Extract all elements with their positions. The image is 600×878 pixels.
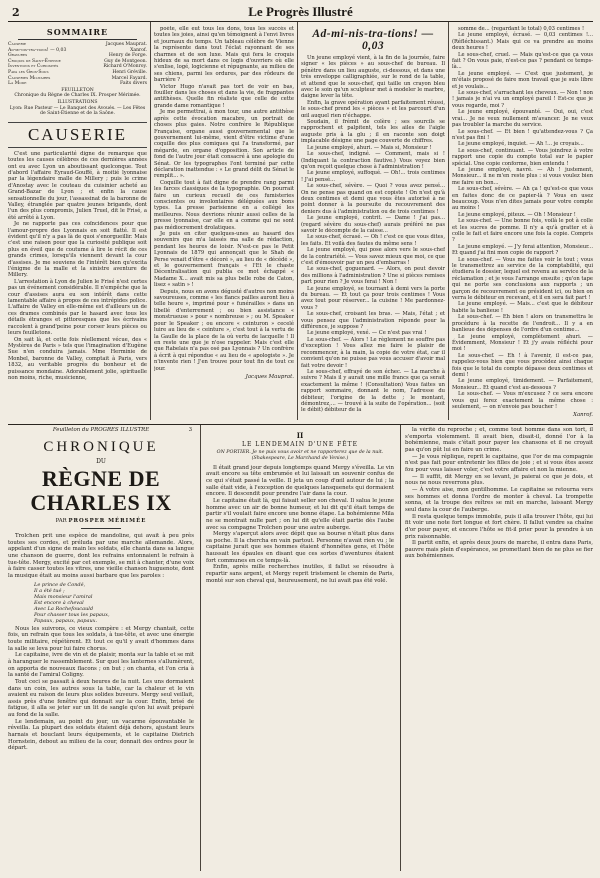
article-paragraph: Le jeune employé, épouvanté. — Oui, oui, c'est vrai... Je ne veux nullement m'avancer. Je ne veux pas troubler la marche du service. [452,109,593,129]
article-paragraph: Le jeune employé, navré. — Ah ! justement, Monsieur... il ne m'en reste plus : si vous voulez bien me faire un bon... [452,166,593,186]
newspaper-page [8,4,593,874]
song-verse: Le prince de Condé, Il a été tué ; Mais monsieur l'amiral Est encore à cheval Avec La Rochefoucauld Pour chasser tous les papaux, Papaux, papaux, papaux. [34,581,110,624]
article-paragraph: Le jeune employé. — C'est que justement, je m'étais proposé de faire mon travail que je suis libre et je voulais... [452,70,593,90]
article-paragraph: Le sous-chef, goguenard. — Alors, on peut devoir des millions à l'administration ? Une si pièces remises part pour rien ? Je vous ferai ! Non ! [301,266,445,286]
feuilleton-column-1 [8,427,194,875]
story-paragraph: — Il suffit, dit Mergy en se levant, je paierai ce que je dois, et nous ne nous reverrons plus. [405,473,593,487]
story-paragraph: Tout ceci se passait à deux heures de la nuit. Les uns dormaient dans un coin, les autres sous la table, car la chaleur et le vin avaient eu raison de leurs plus solides buveurs. Mergy seul veillait, assis près d'une fenêtre qui donnait sur la cour. Enfin, brisé de fatigue, il alla se jeter sur un lit de sangle qu'on lui avait préparé au fond de la salle. [8,678,194,719]
article-paragraph: Le sous-chef. — Eh bien ! alors on transmettra le procédure à la recette de l'endroit... Il y a en banlieue des dépenses de l'ordre d'un centime... [452,314,593,334]
article-paragraph: Le jeune employé. — J'y ferai attention, Monsieur... Et quand j'ai fini mon copie de rapport ? [452,243,593,257]
article-paragraph: Le sous-chef, indigné. — Comment, mais si ! (Indiquant la contraction fautive.) Vous voyez bien qu'on reçoit quelque chose à l'administration ! [301,151,445,170]
article-paragraph: Le jeune employé, qui pose alors vers le sous-chef de la contrariété. — Vous savez mieux que moi, ce que c'est d'émouvoir par un peu d'embarras ! [301,247,445,266]
feuilleton-rule [400,425,401,871]
article-paragraph: Le jeune employé, complètement ahuri. — Évidemment, Monsieur ! Et j'y avais réfléchi pour moi ! [452,333,593,353]
article-paragraph: Le jeune employé, inquiet. — Ah !... je croyais... [458,141,584,148]
story-paragraph: — Je vous réplique, reprit le capitaine, que l'or de ma compagnie n'est pas fait pour entretenir les filles de joie ; et si vous êtes assez fou pour vous laisser voler, c'est votre affaire et non la mienne. [405,453,593,473]
article-paragraph: Le jeune employé, ahuri. — Mais si, Monsieur ! [307,144,432,151]
sommaire-row: Inventions et Curiosités Richard O'Monroy. [8,64,147,70]
article-paragraph: Le jeune employé, timidement. — Parfaitement, Monsieur... Et quand c'est au-dessous ? [452,378,593,391]
article-paragraph: On sait là, et cette fois réellement vécue, des « Mystères de Paris » tels que l'imagination d'Eugène Sue n'en conduira jamais. Mme Herminie de Monbel, baronne de Valley, comptait à Paris, vers 1832, au veritable progrès du bonheur et de puissance mondaine. Adorablement jolie, spirituelle non moins, riche, musicienne, [8,336,147,381]
article-paragraph: Coquille tout à fait digne de prendre rang parmi les farces classiques de la typographie. On pourrait faire un curieux recueil de ces fumisteries conscientes ou involontaires déléguées aux bons types. La presse parisienne en a collégé les meilleures. Nous devrions réunir aussi celles de la presse lyonnaise, car elle en a comme qui ne sont pas médiocrement drolatiques. [154,179,294,231]
feuilleton-column-3 [405,427,593,875]
feuilleton-section [8,427,593,877]
feuilleton-separator [8,424,593,425]
article-paragraph: Le jeune employé, piteux. — Oh ! Monsieur ! [458,211,576,218]
feuilleton-label: FEUILLETON [61,87,94,93]
feuilleton-rule [200,425,201,871]
column-2 [154,26,294,421]
story-paragraph: Le capitaine, ivre de vin et de plaisir, monta sur la table et se mit à haranguer le rassemblement. Sur quoi les lanternes s'allumèrent, on apporta de nouveaux flacons ; on but ; on chanta, et l'on cria à la santé de l'amiral Coligny. [8,652,194,679]
article-headline: Ad-mi-nis-tra-tions! — 0,03 [312,28,434,52]
article-paragraph: Le jeune employé, suffoqué. — Oh!... trois centimes ! J'ai pensé... [301,170,445,183]
story-paragraph: Mergy s'aperçut alors avec dépit que sa bourse n'était plus dans sa poche. Il la chercha en vain partout. Personne n'avait rien vu ; le capitaine jurait que ses hommes étaient d'honnêtes gens, et l'hôte haussait les épaules en disant que ces sortes d'aventures étaient fort communes en ce temps-là. [206,531,394,564]
story-paragraph: Il était grand jour depuis longtemps quand Mergy s'éveilla. Le vin avait encore sa tête embrumée et lui laissait un souvenir confus de ce qui s'était passé la veille. Il jeta un coup d'œil autour de lui ; la salle était vide, à l'exception de quelques lansquenets qui dormaient encore. Il descendit pour prendre l'air dans la cour. [206,464,394,498]
feuilleton-summary: Chronique du Règne de Charles IX. Prosper Mérimée. [14,93,141,99]
story-paragraph: la vérité du reproche ; et, comme tout homme dans son tort, il s'emporta violemment. Il avait bien, disait-il, donné l'or à la bohémienne, mais c'était pour payer les chansons et il ne croyait pas qu'on pût lui en faire un crime. [405,427,593,453]
article-paragraph: Le sous-chef, sévère. — Quoi ? vous avez pensé... On ne pense pas quand on est copiste ! On n'est qu'à deux centimes et demi que vous êtes autorisé à ne point donner à la poursuite du recouvrement des deniers dus à l'administration ou de trois centimes ! [301,183,445,215]
article-paragraph: Le jeune employé, se tournant à demi vers la porte du bureau. — Et tout ça pour trois centimes ! Vous avez tout pour réserver... la cuisine ! Me pardonnez-vous ? [301,285,445,311]
article-paragraph: Depuis, nous en avons dégusté d'autres non moins savoureuses, comme « les flancs pailles auront lieu à telle heure », imprimé pour « funérailles » dans un libellé d'enterrement ; ou bien assistance « monstrueuse » pour « nombreuse » ; ou M. Speaker pour le Speaker ; ou encore « ceinturon » cecelé luire au lieu de « ceinture », c'est tout à la vertu de la Gaulle de la place de la où vertu de lacquelle ! Il en reste une que je n'ose rappeler. Mais c'est elle que Rabelais n'a pas osé pas Lyonnais ? Un confrère à écrit à qui répondue « au lieu de « apologiste ». Je n'invente rien ! J'en trouve pour tout fin de tout ce jour. [154,288,294,372]
sommaire-row: Causeries Militaires Marcel Fayard. [8,75,147,81]
regne-title: RÈGNE DE CHARLES IX [30,466,172,515]
sommaire-row: Croquis de Saint-Étienne Guy de Montgeon. [8,58,147,64]
story-paragraph: Le lendemain, au point du jour, un vacarme épouvantable le réveilla. La plupart des soldats étaient déjà dehors, ajustant leurs harnais et bouclant leurs équipements, et le capitaine Dietrich Hornstein, debout au milieu de la cour, donnait des ordres pour le départ. [8,718,194,752]
sommaire-row: La Mode Faits divers [8,81,147,87]
article-paragraph: Le sous-chef. — Une bonne fois, voilà le pot à colle et les sucres de pomme. Il n'y a qu'à gratter et à colle le fait et faire encore une fois la copie. Compris ? [452,218,593,244]
article-paragraph: Je ne rapporte pas ces coïncidences pour que l'amour-propre des Lyonnais en soit flatté. Il est évident qu'il n'y a pas là de quoi s'enorgueillir. Mais c'est une raison pour que la curiosité publique soit plus en éveil que de coutume à lire le récit de ces grands crimes, lorsqu'ils viennent devant la cour d'assises. Je me souviens de l'intérêt bien qu'excita l'énigme de la malle et la sinistre aventure de Millery. [8,221,147,279]
column-4 [452,26,593,421]
sommaire-row: Papa les Gros-Sous Henri Gréville. [8,69,147,75]
author-name: PROSPER MÉRIMÉE [68,518,147,524]
story-paragraph: — À votre aise, mon gentilhomme. Le capitaine se retourna vers ses hommes et donna l'ordre de monter à cheval. La trompette sonna, et la troupe des reîtres se mit en marche, laissant Mergy seul dans la cour de l'auberge. [405,486,593,513]
sommaire-table [8,42,147,117]
causerie-signature: Jacques Mauprat. [245,373,294,380]
article-paragraph: poète, elle eut tous les dons, tous les succès et toutes les joies, ainsi qu'en témoignent à l'envi livres et journaux du temps. Un tableau célèbre de Vienne la représente dans tout l'éclat rayonnant de ses charmes et de son luxe. Mais qui fera le croquis hideux de sa mort dans ce logis d'ouvriers où elle s'enlise, logé, logicienne et répugnante, au milieu de ses chiens, parmi les ordures, par des rôdeurs de barrière ? [154,26,294,84]
page-header [8,4,593,22]
article-paragraph: Le sous-chef, continuant. — Vous joindrez à votre rapport une copie du compte total sur le papier spécial. Une copie conforme, bien entendu ! [452,147,593,167]
chapter-number: II [296,431,304,440]
article-paragraph: Le sous-chef. — Et bien ! qu'attendez-vous ? Ça n'est pas fini ! [452,128,593,141]
article-paragraph: Je puis en citer quelques-unes au hasard des souvenirs que m'a laissés ma salle de rédaction, pendant les heures de loisir. N'est-ce pas le Petit Lyonnais de 1879 qui annonçait que le Shah de Perse venait d'être « décoré », au lieu de « décédé », et le gouvernement français « l'Et le chaste Décentralisation qui publia ce mot échappé « Madame X... avait mis sa plus belle robe de Caton, lisez « satin » ! [154,231,294,289]
article-paragraph: Le sous-chef. — Eh ! à l'avenir, il est-ce pas, rappelez-vous bien que vous procédez ainsi chaque fois que le total du compte dépasse deux centimes et demi ! [452,352,593,378]
story-paragraph: Trolchen prit une espèce de mandoline, qui avait à peu près toutes ses cordes, et préluda par une marche allemande. Alors, appelant d'un signe de main les soldats, elle chanta dans sa langue une chanson de guerre, dont les refrains entonnaient le refrain à tue-tête. Mergy, excité par cet exemple, se mit à chanter, d'une voix à faire casser toutes les vitres, une vieille chanson huguenote, dont la musique était au moins aussi barbare que les paroles : [8,533,194,579]
article-signature: Xanrof. [573,412,593,419]
main-columns [8,26,593,421]
illustrations-label: ILLUSTRATIONS [57,99,98,105]
causerie-title: CAUSERIE [8,122,147,148]
ornate-rule [81,528,121,529]
story-paragraph: Nous les suivrons, ce vieux compère : et Mergy chantait, cette fois, un refrain que tous les soldats, à tue-tête, et avec une énergie toute militaire, répétèrent. Et tout ce qu'il y avait d'hommes dans la salle se leva pour lui faire chorus. [8,625,194,652]
page-number: 2 [12,6,20,19]
sommaire-row: Ad-mi-nis-tra-tions! — 0,03 Xanrof. [8,47,147,53]
article-paragraph: Le sous-chef, cruel. — Mais qu'est-ce que ça vous fait ? On vous paie, n'est-ce pas ? pendant ce temps-là... [452,51,593,71]
author-line: PAR PROSPER MÉRIMÉE [55,518,147,524]
story-paragraph: Il resta quelque temps immobile, puis il alla trouver l'hôte, qui lui fit voir une note fort longue et fort chère. Il fallut vendre sa chaîne d'or pour payer, et encore l'hôte se fit-il prier pour la prendre à un prix raisonnable. [405,513,593,540]
article-paragraph: Le jeune employé, vexé. — Ce n'est pas vrai ! [307,330,427,337]
chapter-title: LE LENDEMAIN D'UNE FÊTE [241,441,359,448]
article-paragraph: Le sous-chef, écrasé. — Oh ! c'est ce que vous dites, les faits. Et voilà des fautes du même sens ! [301,234,445,247]
article-paragraph: Le sous-chef. — Vous me faites voir le tout ; vous le transmettrez au service de la comptabilité, qui étudiera le dossier, lequel est revenu au service de la réclamation ; et je vous l'arrange ensuite ; qu'on tape qui ne porte ses conclusions aux rapports ; un garçon de recouvrement ou président ici, ou bien on verra le débiteur en recevant, et il en sera fait part ! [452,256,593,302]
story-paragraph: Enfin, après mille recherches inutiles, il fallut se résoudre à repartir sans argent, et Mergy reprit tristement le chemin de Paris, monté sur son cheval qui, heureusement, ne lui avait pas été volé. [206,564,394,584]
chronique-title: CHRONIQUE [43,439,159,455]
article-paragraph: Je me permettrai, à mon tour, une autre antithèse après cette évocation macabre, un portrait de choses plus gaies. Notre confrère le République Française, organe aussi gouvernemental que le gouvernement lui-même, vient d'être victime d'une coquille des plus comiques qui l'a transformé, par mégarde, en organe d'opposition. Son article de fond de l'autre jour était consacré à une apologie du Sénat. Or les typographes l'ont terminé par cette déclaration inattendue : « Le grand délit du Sénat le remplit... ». [154,109,294,180]
feuilleton-header: Feuilleton du PROGRÈS ILLUSTRÉ 3 [52,427,192,433]
feuilleton-number: 3 [188,427,192,433]
chapter-epigraph: ON PORTIER. Je ne puis vous avoir et ne rapporterez que de la nuit. (Shakespeare, Le Marchand de Venise.) [216,450,384,461]
article-paragraph: Le sous-chef. — Alors ! Le règlement ne souffre pas d'exception ! Vous allez me faire le plaisir de recommencer, à la main, la copie de votre état, car il convient qu'on ne puisse pas vous accuser d'avoir mal fait votre devoir ! [301,336,445,369]
article-paragraph: Le sous-chef, s'arrachant les cheveux. — Non ! non ! jamais je n'ai vu un employé pareil ! Est-ce que je vous regarde, moi ? [452,90,593,109]
article-paragraph: Soudain, il frémit de colère ; ses sourcils se rapprochent et palpitent, tels les ailes de l'aigle auguste pris à la glu ; il en raconte son doigt implacable désigne une page couverte de chiffres. [301,119,445,145]
newspaper-title: Le Progrès Illustré [248,4,353,19]
article-paragraph: Le jeune employé, écrasé. — 0,03 centimes !... (Réfléchissant.) Mais qui ce va prendre au moins deux heures ! [452,32,593,52]
sommaire-title: SOMMAIRE [46,27,109,37]
article-paragraph: Un jeune employé vient, à la fin de la journée, faire signer « les pièces » au sous-chef de bureau. Il pénètre dans un lieu auguste, ci-dessous, et dans une très enveloppe calligraphiée, sur le rond de la table, et attend que le sous-chef, qui taille un crayon bleu avec le soin qu'un sculpteur met à modeler le marbre, daigne lever la tête. [301,55,445,100]
story-paragraph: Le capitaine était là, qui faisait seller son cheval. Il salua le jeune homme avec un air de bonne humeur, et lui dit qu'il était temps de partir s'il voulait faire encore une bonne étape. La bohémienne Mila ne se montrait nulle part ; on lui dit qu'elle était partie dès l'aube avec sa compagne Trolchen pour une autre auberge. [206,497,394,531]
article-paragraph: Le sous-chef. — Vous m'excusez ? ce sera encore vous qui ferez exactement la même chose : seulement, — on n'envoie pas boucher ! [452,391,593,410]
column-rule [297,22,298,420]
article-paragraph: L'arrestation à Lyon de Julien le Frisé n'est certes pas un événement considérable. Il n'empêche que la cour d'assises aura eu son intérêt dans cette lamentable affaire à propos de ces intrépides police. L'affaire de Valley en elle-même est d'ailleurs un de ces drames combinés par le hasard avec tous les détails étranges et pittoresques que les écrivains raccolent à grand'peine pour corser leurs pièces ou leurs feuilletons. [8,278,147,337]
chronique-du: DU [96,458,106,465]
illustrations-summary: Lyon: Rue Pasteur — Le Banquet des Avoués. — Les Fêtes de Saint-Étienne et de la Saône. [9,105,146,117]
column-3 [301,26,445,421]
feuilleton-column-2 [206,427,394,875]
article-paragraph: somme de... (regardant le total) 0,03 centimes ! [458,26,585,32]
article-paragraph: C'est une particularité digne de remarque que toutes les causes célèbres de ces dernières années ont eu avec Lyon un aboutissant quelconque. Tout d'abord l'affaire Eyraud-Gouffé, à moitié lyonnaise par la légendaire malle de Millery ; puis le crime d'Anostay avec le couteau du cuisinier acheté au Grand-Bazar de Lyon ; et enfin la cause sensationnelle du jour, l'assassinat de la baronne de Valley, étranglée par quatre jeunes brigands, dont l'un des plus compromis, Julien Truel, dit le Frisé, a été arrêté à Lyon. [8,150,147,221]
article-paragraph: Le jeune employé. — Mais... c'est que le débiteur habite la banlieue ! [452,301,593,314]
sommaire-row: Gravures Henry de Forge. [8,53,147,59]
sommaire-row: Causerie Jacques Mauprat. [8,42,147,47]
story-paragraph: Il partit enfin, et après deux jours de marche, il entra dans Paris, pauvre mais plein d'espérance, se promettant bien de ne plus se fier aux bohémiennes. [405,540,593,560]
article-paragraph: Le sous-chef, sévère. — Ah ça ! qu'est-ce que vous en faites donc de ce papier-là ? Vous en usez beaucoup. Vous n'en dites jamais pour votre compte au moins ! [452,186,593,212]
sommaire-rule [18,39,137,40]
article-paragraph: Enfin, la grave opération ayant parfaitement réussi, le sous-chef prend les « pièces » et les parcourt d'un œil auquel rien n'échappe. [301,99,445,119]
article-paragraph: Victor Hugo n'avait pas tort de voir en bas, fouiller dans les choses et dans la vie, de frappantes antithèses. Quelle fin réaliste que celle de cette grande dame romantique ! [154,83,294,109]
column-rule [150,22,151,420]
article-paragraph: Le jeune employé, contrit. — Dame ! j'ai pas... (regard sévère du sous-chef) aurais préféré ne pas savoir le décompte de la caisse... [301,215,445,234]
column-rule [448,22,449,420]
column-1 [8,26,147,421]
article-paragraph: Le sous-chef, croisant les bras. — Mais, l'état ; et vous pensez que l'administration réponde pour la différence, je suppose ? [301,311,445,331]
article-paragraph: Le sous-chef, effrayé de son échec. — La marche à suivre ? Mais il y aurait une mille francs que ça serait exactement la même ! (Consultation) Vous faites un rapport sommaire, donnant le nom, l'adresse du débiteur, l'origine de la dette ; le montant, démontrez,... — trouvé à la suite de l'opération... (soit le débit) débiteur de la [301,368,445,414]
